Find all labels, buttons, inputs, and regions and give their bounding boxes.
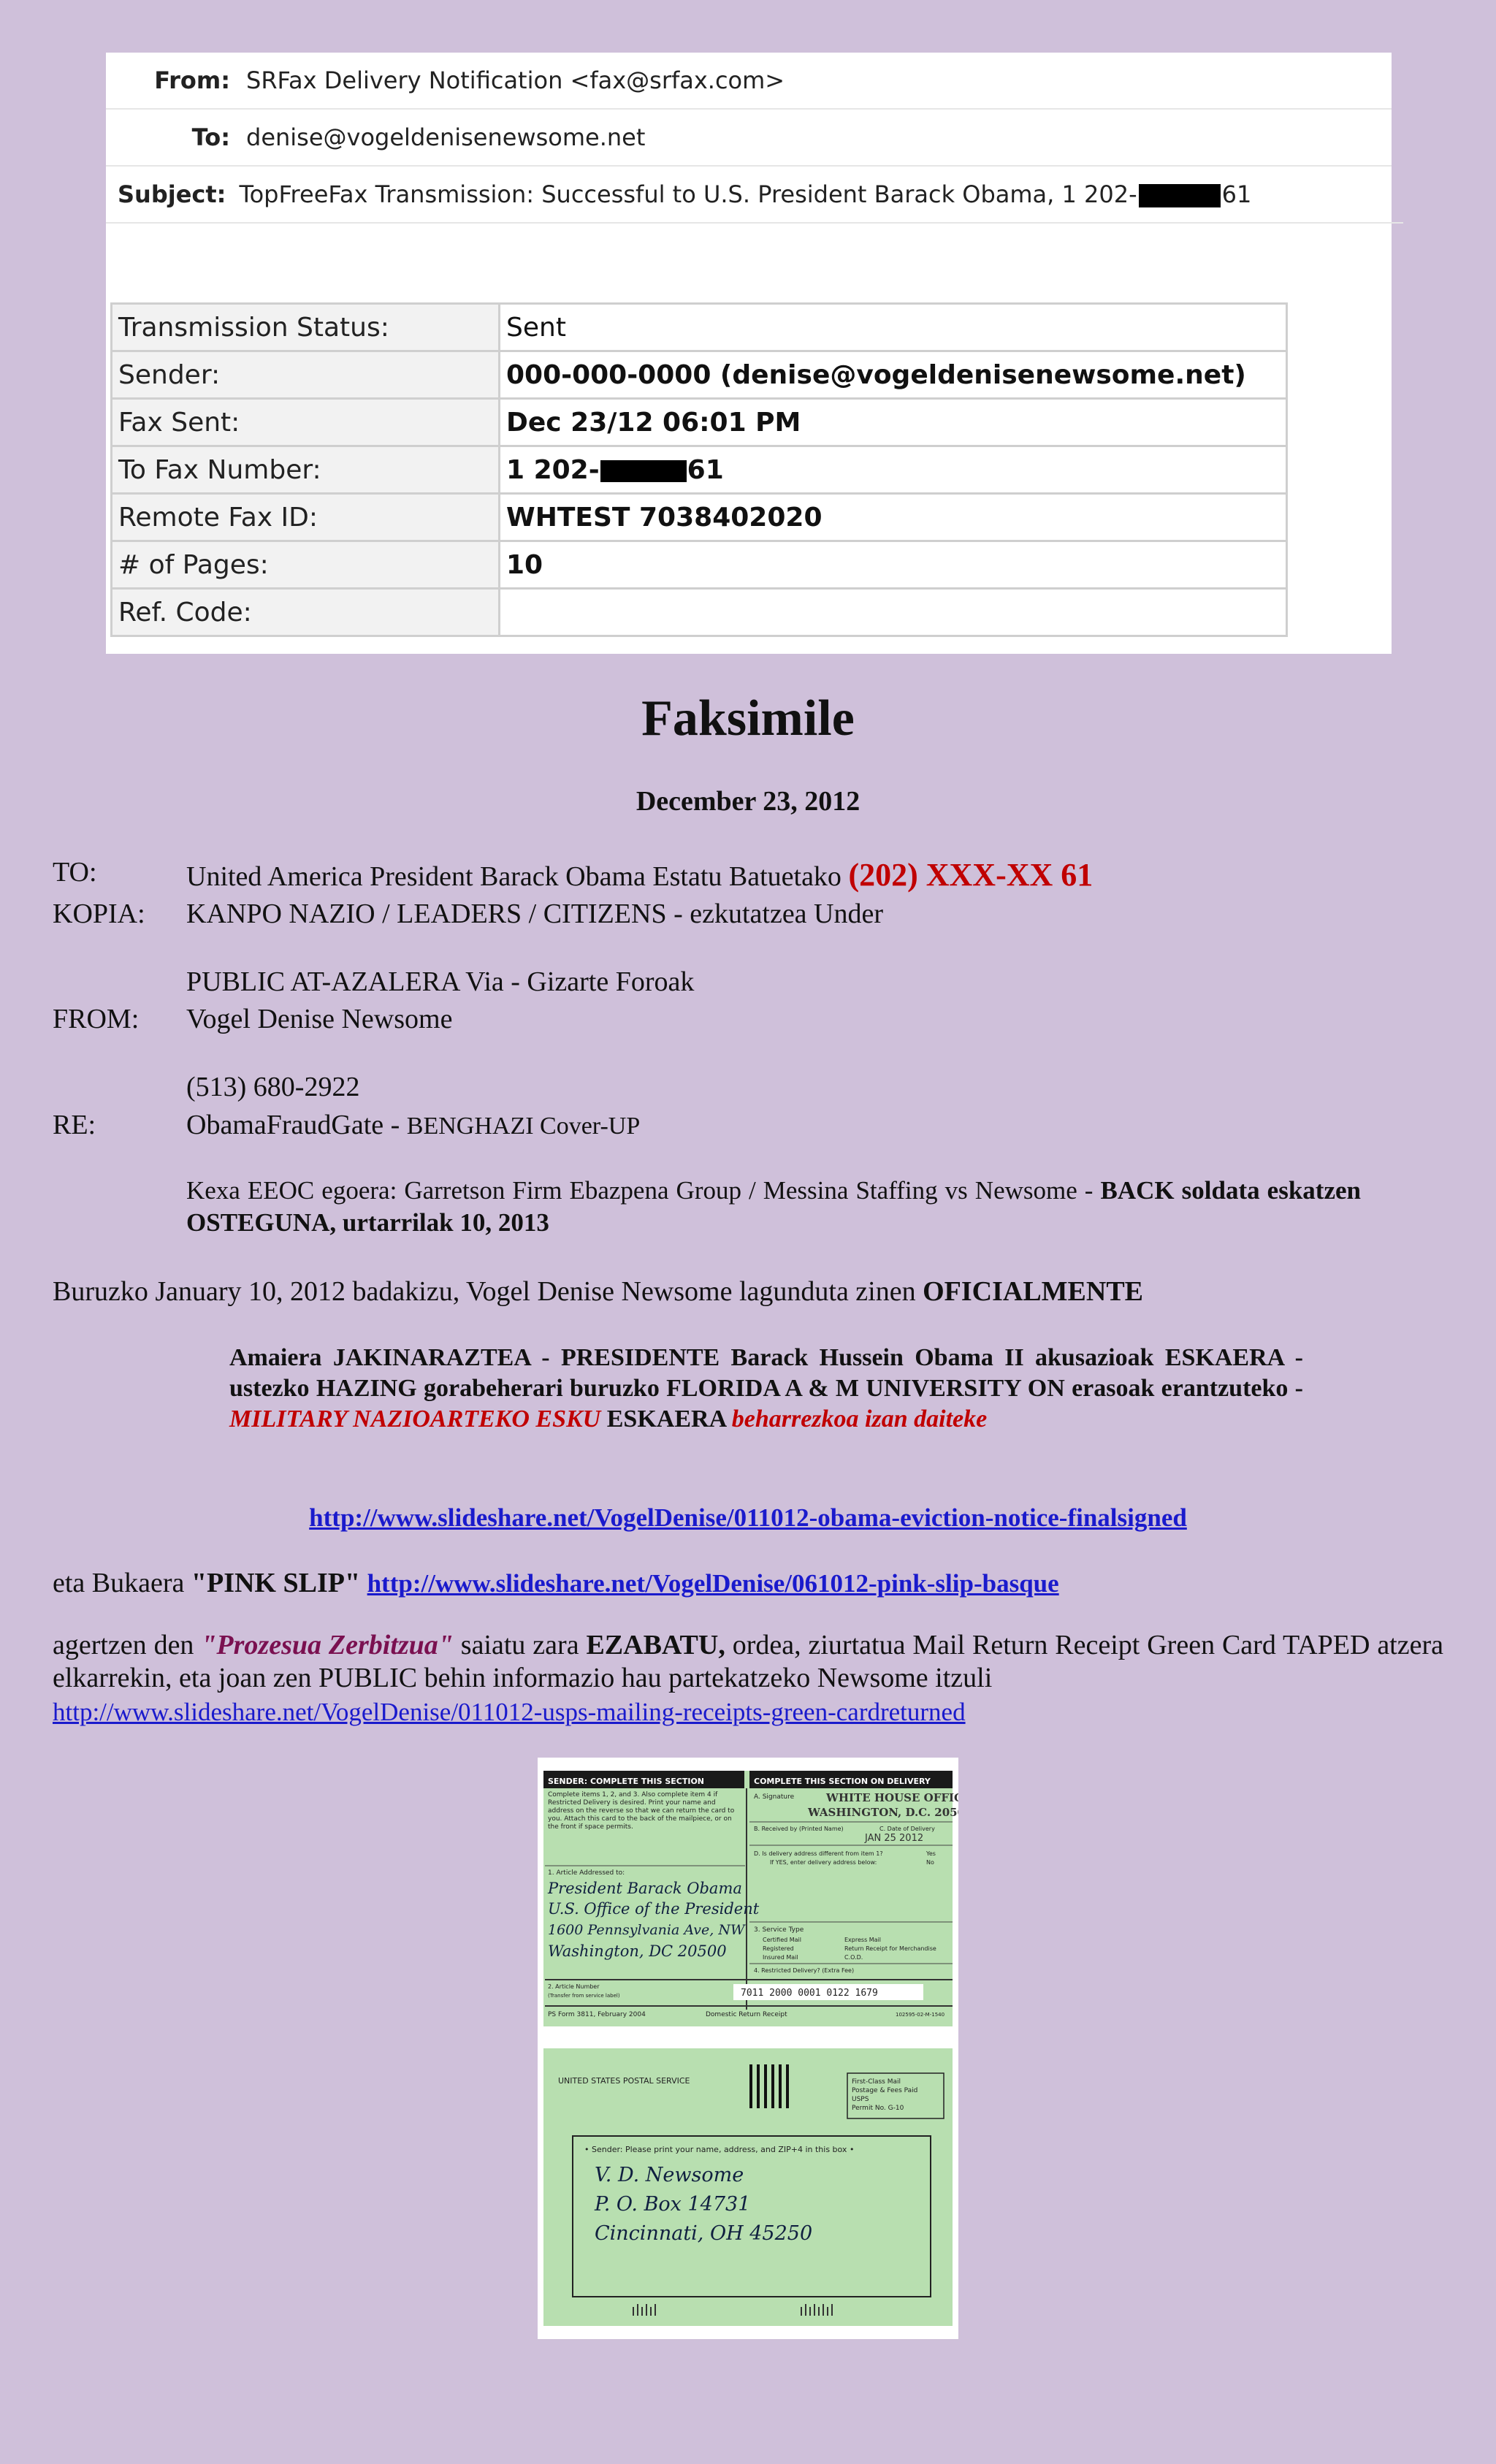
- transfer-label: (Transfer from service label): [548, 1993, 620, 1999]
- re-line1-a: ObamaFraudGate -: [186, 1110, 407, 1140]
- table-row: [112, 494, 1287, 541]
- to-label: TO:: [53, 857, 97, 888]
- stamp-line-1: WHITE HOUSE OFFICE: [826, 1791, 958, 1804]
- date-stamp: JAN 25 2012: [865, 1833, 924, 1844]
- re-label: RE:: [53, 1110, 96, 1140]
- card-instructions: Complete items 1, 2, and 3. Also complete item 4 if Restricted Delivery is desired. Print your name and address on the reverse so that we can return the card to you. Attach this card to the back of the mailpiece, or on the front if space permits.: [548, 1791, 735, 1831]
- article-number-label: 2. Article Number: [548, 1983, 600, 1990]
- subject-suffix: 61: [1221, 180, 1252, 208]
- from-name: Vogel Denise Newsome: [186, 1004, 453, 1034]
- paragraph-2: [53, 1566, 1059, 1601]
- p3-b: "Prozesua Zerbitzua": [201, 1630, 454, 1660]
- re-paragraph: [186, 1175, 1361, 1239]
- sender-value: 000-000-0000 (denise@vogeldenisenewsome.net): [500, 351, 1287, 399]
- quote-block: [229, 1343, 1303, 1435]
- certified-label: Certified Mail: [763, 1937, 801, 1943]
- p2-b: "PINK SLIP": [191, 1568, 361, 1598]
- to-line: [186, 856, 1093, 893]
- express-label: Express Mail: [844, 1937, 882, 1943]
- from-phone: (513) 680-2922: [186, 1072, 360, 1102]
- paragraph-3: [53, 1629, 1443, 1695]
- first-class-line-3: USPS: [852, 2096, 869, 2103]
- ref-code-value: [500, 589, 1287, 636]
- email-from-row: [106, 53, 1392, 110]
- fax-number-prefix: 1 202-: [506, 454, 600, 485]
- sender-print-label: • Sender: Please print your name, address, and ZIP+4 in this box •: [584, 2145, 855, 2154]
- quote-a: Amaiera JAKINARAZTEA - PRESIDENTE Barack Hussein Obama II akusazioak ESKAERA - ustezko HAZING gorabeherari buruzko FLORIDA A & M UNIVERSITY ON erasoak erantzuteko -: [229, 1344, 1303, 1402]
- article-addressed-label: 1. Article Addressed to:: [548, 1869, 625, 1877]
- key-cell: Sender:: [112, 351, 500, 399]
- key-cell: To Fax Number:: [112, 446, 500, 494]
- subject-prefix: TopFreeFax Transmission: Successful to U.S. President Barack Obama, 1 202-: [239, 180, 1137, 208]
- first-class-line-4: Permit No. G-10: [852, 2105, 904, 2112]
- fax-number-value: [500, 446, 1287, 494]
- to-label: To:: [191, 123, 230, 151]
- sender-section-label: SENDER: COMPLETE THIS SECTION: [548, 1777, 705, 1786]
- ps-form-label: PS Form 3811, February 2004: [548, 2011, 646, 2018]
- kopia-line2: PUBLIC AT-AZALERA Via - Gizarte Foroak: [186, 966, 695, 997]
- form-code: 102595-02-M-1540: [896, 2012, 945, 2018]
- link-1-wrap: [0, 1501, 1496, 1535]
- p3-a: agertzen den: [53, 1630, 202, 1660]
- key-cell: Remote Fax ID:: [112, 494, 500, 541]
- email-subject-row: [106, 167, 1403, 224]
- addressee-line-4: Washington, DC 20500: [548, 1942, 727, 1960]
- table-row: [112, 446, 1287, 494]
- pages-value: 10: [500, 541, 1287, 589]
- paragraph-1: [53, 1275, 1143, 1308]
- no-label: No: [926, 1859, 934, 1866]
- restricted-label: 4. Restricted Delivery? (Extra Fee): [754, 1967, 855, 1974]
- re-para-b: BACK soldata eskatzen OSTEGUNA, urtarrilak 10, 2013: [186, 1176, 1361, 1237]
- email-screenshot: [106, 53, 1392, 654]
- to-value: denise@vogeldenisenewsome.net: [246, 123, 646, 151]
- signature-label: A. Signature: [754, 1793, 795, 1801]
- eviction-notice-link[interactable]: http://www.slideshare.net/VogelDenise/011012-obama-eviction-notice-finalsigned: [309, 1503, 1187, 1532]
- registered-label: Registered: [763, 1945, 794, 1952]
- delivery-date-label: C. Date of Delivery: [879, 1826, 935, 1832]
- email-to-row: [106, 110, 1392, 167]
- addressee-line-3: 1600 Pennsylvania Ave, NW: [548, 1922, 745, 1938]
- domestic-label: Domestic Return Receipt: [706, 2011, 787, 2018]
- re-line1: [186, 1109, 640, 1141]
- from-value: SRFax Delivery Notification <fax@srfax.com>: [246, 66, 785, 94]
- usps-receipts-link[interactable]: http://www.slideshare.net/VogelDenise/011012-usps-mailing-receipts-green-cardreturned: [53, 1698, 966, 1726]
- delivery-diff-label: D. Is delivery address different from item 1?: [754, 1850, 883, 1857]
- to-number: (202) XXX-XX 61: [848, 857, 1094, 893]
- quote-d: beharrezkoa izan daiteke: [731, 1405, 988, 1433]
- fax-sent-value: Dec 23/12 06:01 PM: [500, 399, 1287, 446]
- p1-b: OFICIALMENTE: [923, 1276, 1144, 1307]
- document-title: Faksimile: [641, 690, 855, 747]
- transmission-table: [110, 302, 1288, 637]
- return-line-2: P. O. Box 14731: [595, 2193, 751, 2216]
- p3-e: ordea, ziurtatua Mail Return Receipt Green Card TAPED atzera elkarrekin, eta joan zen PUBLIC behin informazio hau partekatzeko Newsome itzuli: [53, 1630, 1443, 1693]
- key-cell: Transmission Status:: [112, 304, 500, 351]
- pink-slip-link[interactable]: http://www.slideshare.net/VogelDenise/061012-pink-slip-basque: [367, 1569, 1059, 1598]
- quote-c: ESKAERA: [600, 1405, 732, 1433]
- cod-label: C.O.D.: [844, 1954, 863, 1961]
- to-text: United America President Barack Obama Estatu Batuetako: [186, 861, 842, 892]
- p2-a: eta Bukaera: [53, 1568, 191, 1598]
- return-line-3: Cincinnati, OH 45250: [595, 2222, 813, 2245]
- subject-value: [239, 180, 1251, 208]
- p3-c: saiatu zara: [453, 1630, 587, 1660]
- document-date: December 23, 2012: [636, 786, 860, 817]
- redaction-bar: [600, 460, 687, 482]
- table-row: [112, 399, 1287, 446]
- from-label: FROM:: [53, 1004, 140, 1034]
- kopia-line1: KANPO NAZIO / LEADERS / CITIZENS - ezkutatzea Under: [186, 899, 884, 929]
- table-row: [112, 541, 1287, 589]
- subject-label: Subject:: [118, 180, 226, 208]
- key-cell: Ref. Code:: [112, 589, 500, 636]
- redaction-bar: [1139, 184, 1221, 207]
- key-cell: Fax Sent:: [112, 399, 500, 446]
- table-row: [112, 589, 1287, 636]
- article-number: 7011 2000 0001 0122 1679: [741, 1988, 878, 1999]
- stamp-line-2: WASHINGTON, D.C. 20500: [808, 1806, 958, 1819]
- table-row: [112, 351, 1287, 399]
- received-label: B. Received by (Printed Name): [754, 1826, 844, 1832]
- key-cell: # of Pages:: [112, 541, 500, 589]
- service-type-label: 3. Service Type: [754, 1926, 804, 1934]
- table-row: [112, 304, 1287, 351]
- return-line-1: V. D. Newsome: [595, 2164, 744, 2186]
- return-receipt-label: Return Receipt for Merchandise: [844, 1945, 936, 1952]
- yes-enter-label: If YES, enter delivery address below:: [770, 1859, 877, 1866]
- insured-label: Insured Mail: [763, 1954, 798, 1961]
- link-3-wrap: [53, 1696, 966, 1729]
- from-label: From:: [154, 66, 230, 94]
- delivery-section-label: COMPLETE THIS SECTION ON DELIVERY: [754, 1777, 931, 1786]
- re-para-a: Kexa EEOC egoera: Garretson Firm Ebazpena Group / Messina Staffing vs Newsome -: [186, 1176, 1101, 1205]
- fax-number-suffix: 61: [687, 454, 724, 485]
- first-class-line-1: First-Class Mail: [852, 2078, 901, 2086]
- yes-label: Yes: [926, 1850, 936, 1857]
- remote-id-value: WHTEST 7038402020: [500, 494, 1287, 541]
- return-receipt-card-image: [538, 1758, 958, 2339]
- addressee-line-2: U.S. Office of the President: [548, 1900, 760, 1918]
- re-line1-b: BENGHAZI Cover-UP: [406, 1113, 641, 1140]
- usps-label: UNITED STATES POSTAL SERVICE: [558, 2076, 690, 2086]
- p1-a: Buruzko January 10, 2012 badakizu, Vogel Denise Newsome lagunduta zinen: [53, 1276, 923, 1307]
- first-class-line-2: Postage & Fees Paid: [852, 2087, 918, 2094]
- p3-d: EZABATU,: [586, 1630, 725, 1660]
- addressee-line-1: President Barack Obama: [548, 1880, 742, 1897]
- status-value: Sent: [500, 304, 1287, 351]
- quote-b: MILITARY NAZIOARTEKO ESKU: [229, 1405, 601, 1433]
- kopia-label: KOPIA:: [53, 899, 145, 929]
